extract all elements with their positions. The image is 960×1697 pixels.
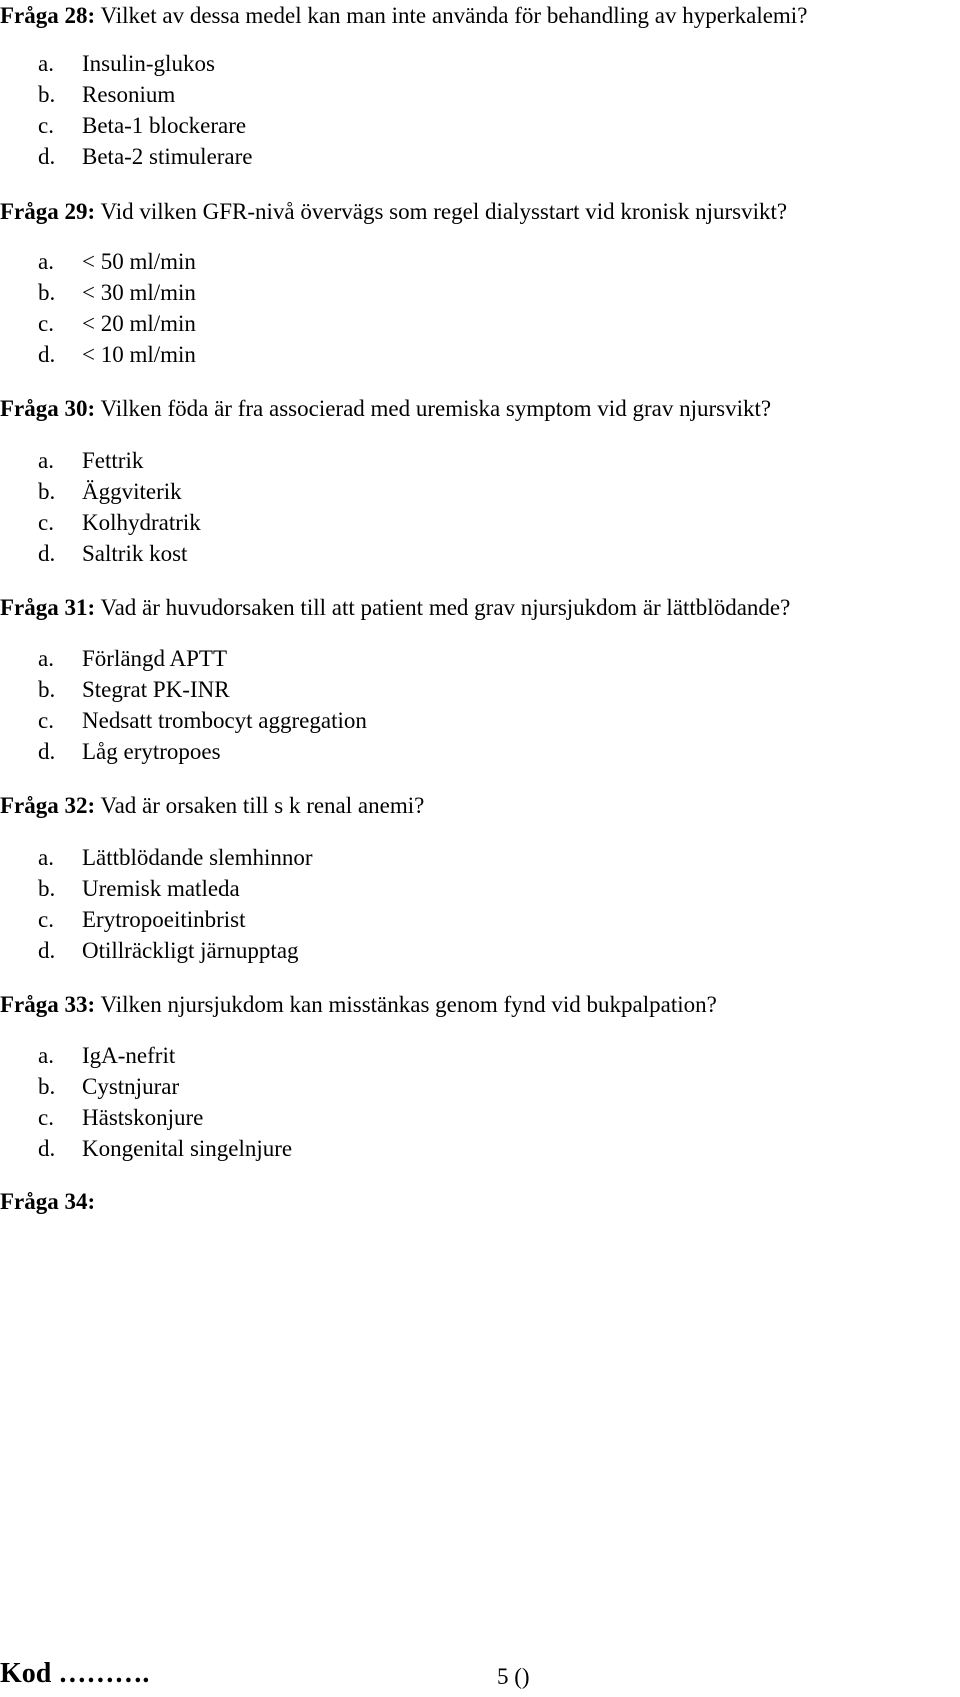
option-28b (38, 79, 253, 110)
question-31-options (38, 643, 367, 767)
option-29b (38, 277, 196, 308)
option-letter: a. (38, 646, 54, 671)
option-text: Insulin-glukos (82, 51, 215, 76)
option-text: IgA-nefrit (82, 1043, 176, 1068)
option-letter: b. (38, 479, 56, 504)
option-text: Cystnjurar (82, 1074, 180, 1099)
option-31c (38, 705, 367, 736)
option-letter: c. (38, 708, 54, 733)
question-28-label: Fråga 28: (0, 3, 96, 28)
option-29a (38, 246, 196, 277)
option-text: Uremisk matleda (82, 876, 240, 901)
question-28-heading (0, 2, 807, 30)
option-letter: d. (38, 541, 56, 566)
option-text: < 50 ml/min (82, 249, 196, 274)
option-text: Otillräckligt järnupptag (82, 938, 299, 963)
option-letter: a. (38, 448, 54, 473)
option-letter: b. (38, 876, 56, 901)
option-text: Kolhydratrik (82, 510, 201, 535)
option-32d (38, 935, 313, 966)
option-text: Hästskonjure (82, 1105, 204, 1130)
question-28-options (38, 48, 253, 172)
question-34-heading (0, 1188, 95, 1216)
option-letter: d. (38, 938, 56, 963)
question-30-heading (0, 395, 771, 423)
option-33c (38, 1102, 292, 1133)
question-32-heading (0, 792, 424, 820)
question-29-heading (0, 198, 787, 226)
option-29c (38, 308, 196, 339)
option-text: Fettrik (82, 448, 144, 473)
question-32-options (38, 842, 313, 966)
question-30-options (38, 445, 201, 569)
option-text: Beta-2 stimulerare (82, 144, 253, 169)
option-letter: b. (38, 280, 56, 305)
option-text: < 20 ml/min (82, 311, 196, 336)
question-33-text: Vilken njursjukdom kan misstänkas genom fynd vid bukpalpation? (100, 992, 717, 1017)
option-text: Saltrik kost (82, 541, 188, 566)
option-letter: b. (38, 677, 56, 702)
question-32-text: Vad är orsaken till s k renal anemi? (100, 793, 425, 818)
option-text: Nedsatt trombocyt aggregation (82, 708, 367, 733)
question-29-text: Vid vilken GFR-nivå övervägs som regel dialysstart vid kronisk njursvikt? (100, 199, 788, 224)
footer-code: Kod ………. (0, 1658, 150, 1689)
option-text: Låg erytropoes (82, 739, 221, 764)
option-31b (38, 674, 367, 705)
option-30c (38, 507, 201, 538)
option-text: < 10 ml/min (82, 342, 196, 367)
question-33-heading (0, 991, 717, 1019)
option-letter: a. (38, 249, 54, 274)
option-letter: d. (38, 1136, 56, 1161)
option-letter: c. (38, 113, 54, 138)
question-29-label: Fråga 29: (0, 199, 96, 224)
option-32b (38, 873, 313, 904)
option-32a (38, 842, 313, 873)
option-33a (38, 1040, 292, 1071)
option-33b (38, 1071, 292, 1102)
option-31a (38, 643, 367, 674)
option-28c (38, 110, 253, 141)
question-30-text: Vilken föda är fra associerad med uremiska symptom vid grav njursvikt? (100, 396, 772, 421)
option-letter: d. (38, 739, 56, 764)
option-text: Stegrat PK-INR (82, 677, 230, 702)
question-29-options (38, 246, 196, 370)
option-30b (38, 476, 201, 507)
question-34-label: Fråga 34: (0, 1189, 96, 1214)
option-28d (38, 141, 253, 172)
option-letter: d. (38, 144, 56, 169)
option-letter: b. (38, 82, 56, 107)
question-31-text: Vad är huvudorsaken till att patient med grav njursjukdom är lättblödande? (100, 595, 791, 620)
option-33d (38, 1133, 292, 1164)
option-letter: c. (38, 510, 54, 535)
option-letter: a. (38, 1043, 54, 1068)
option-29d (38, 339, 196, 370)
option-letter: b. (38, 1074, 56, 1099)
option-letter: a. (38, 845, 54, 870)
option-32c (38, 904, 313, 935)
option-text: < 30 ml/min (82, 280, 196, 305)
option-30d (38, 538, 201, 569)
option-31d (38, 736, 367, 767)
option-letter: c. (38, 907, 54, 932)
question-33-options (38, 1040, 292, 1164)
option-text: Kongenital singelnjure (82, 1136, 293, 1161)
question-28-text: Vilket av dessa medel kan man inte använda för behandling av hyperkalemi? (100, 3, 808, 28)
option-text: Erytropoeitinbrist (82, 907, 246, 932)
option-letter: c. (38, 1105, 54, 1130)
question-30-label: Fråga 30: (0, 396, 96, 421)
option-text: Beta-1 blockerare (82, 113, 247, 138)
option-30a (38, 445, 201, 476)
question-32-label: Fråga 32: (0, 793, 96, 818)
option-letter: c. (38, 311, 54, 336)
option-letter: d. (38, 342, 56, 367)
option-text: Äggviterik (82, 479, 182, 504)
option-letter: a. (38, 51, 54, 76)
question-33-label: Fråga 33: (0, 992, 96, 1017)
option-28a (38, 48, 253, 79)
option-text: Lättblödande slemhinnor (82, 845, 313, 870)
question-31-label: Fråga 31: (0, 595, 96, 620)
page-number: 5 () (497, 1664, 530, 1689)
option-text: Förlängd APTT (82, 646, 228, 671)
question-31-heading (0, 594, 790, 622)
option-text: Resonium (82, 82, 176, 107)
